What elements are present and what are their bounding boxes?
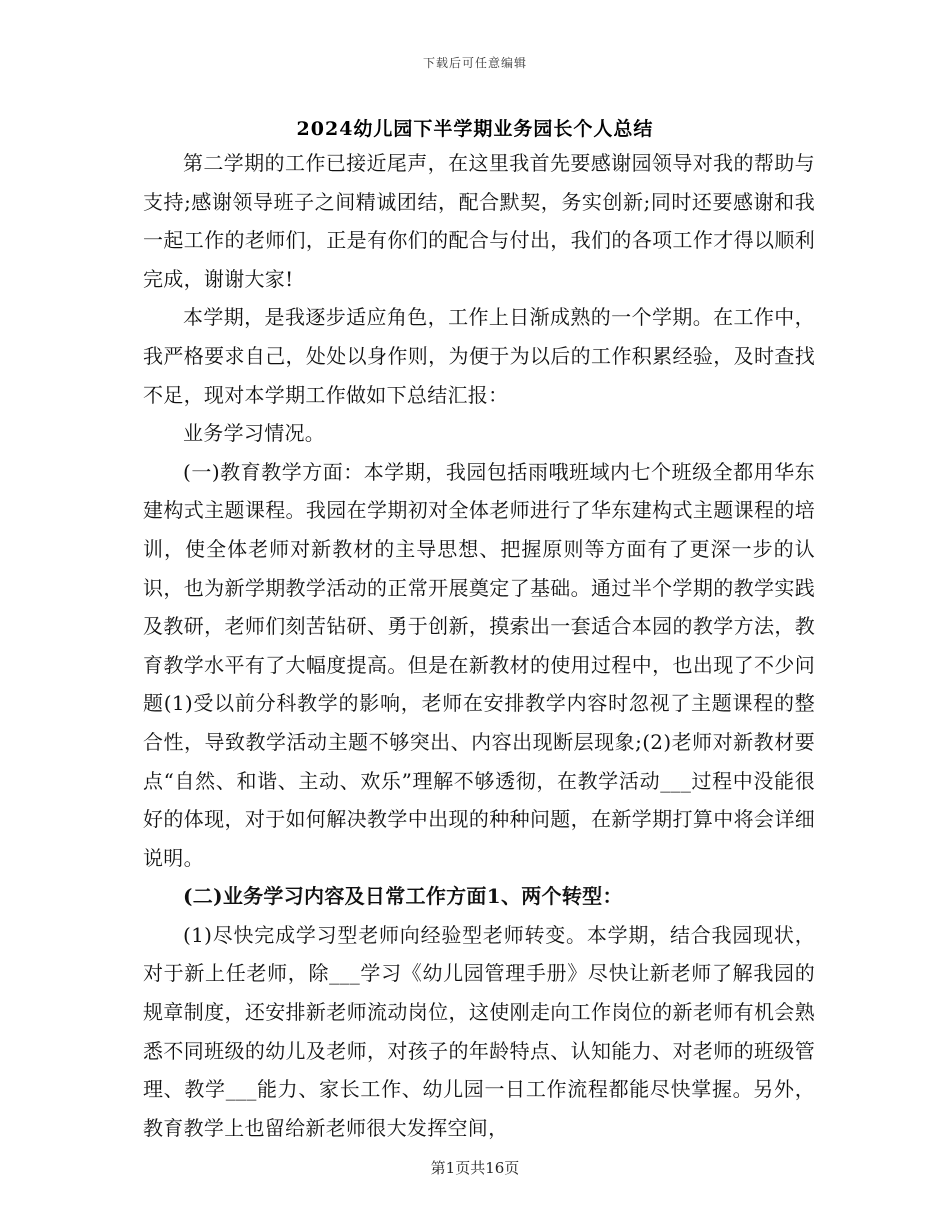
paragraph-section-label: 业务学习情况。 xyxy=(183,421,326,446)
document-body xyxy=(143,144,815,1147)
paragraph-transition: (1)尽快完成学习型老师向经验型老师转变。本学期，结合我园现状，对于新上任老师，除___学习《幼儿园管理手册》尽快让新老师了解我园的规章制度，还安排新老师流动岗位，这使刚走向工作岗位的新老师有机会熟悉不同班级的幼儿及老师，对孩子的年龄特点、认知能力、对老师的班级管理、教学___能力、家长工作、幼儿园一日工作流程都能尽快掌握。另外，教育教学上也留给新老师很大发挥空间， xyxy=(143,922,815,1140)
section-heading: (二)业务学习内容及日常工作方面1、两个转型： xyxy=(183,884,623,909)
document-title: 2024幼儿园下半学期业务园长个人总结 xyxy=(296,118,654,140)
paragraph-intro: 本学期，是我逐步适应角色，工作上日渐成熟的一个学期。在工作中，我严格要求自己，处处以身作则，为便于为以后的工作积累经验，及时查找不足，现对本学期工作做如下总结汇报： xyxy=(143,305,815,407)
page-number: 第1页共16页 xyxy=(430,1159,520,1177)
paragraph-teaching: (一)教育教学方面：本学期，我园包括雨哦班域内七个班级全都用华东建构式主题课程。我园在学期初对全体老师进行了华东建构式主题课程的培训，使全体老师对新教材的主导思想、把握原则等方面有了更深一步的认识，也为新学期教学活动的正常开展奠定了基础。通过半个学期的教学实践及教研，老师们刻苦钻研、勇于创新，摸索出一套适合本园的教学方法，教育教学水平有了大幅度提高。但是在新教材的使用过程中，也出现了不少问题(1)受以前分科教学的影响，老师在安排教学内容时忽视了主题课程的整合性，导致教学活动主题不够突出、内容出现断层现象;(2)老师对新教材要点“自然、和谐、主动、欢乐”理解不够透彻，在教学活动___过程中没能很好的体现，对于如何解决教学中出现的种种问题，在新学期打算中将会详细说明。 xyxy=(143,459,815,870)
download-note: 下载后可任意编辑 xyxy=(422,56,527,70)
paragraph-thanks: 第二学期的工作已接近尾声，在这里我首先要感谢园领导对我的帮助与支持;感谢领导班子之间精诚团结，配合默契，务实创新;同时还要感谢和我一起工作的老师们，正是有你们的配合与付出，我们的各项工作才得以顺利完成，谢谢大家! xyxy=(143,151,815,291)
